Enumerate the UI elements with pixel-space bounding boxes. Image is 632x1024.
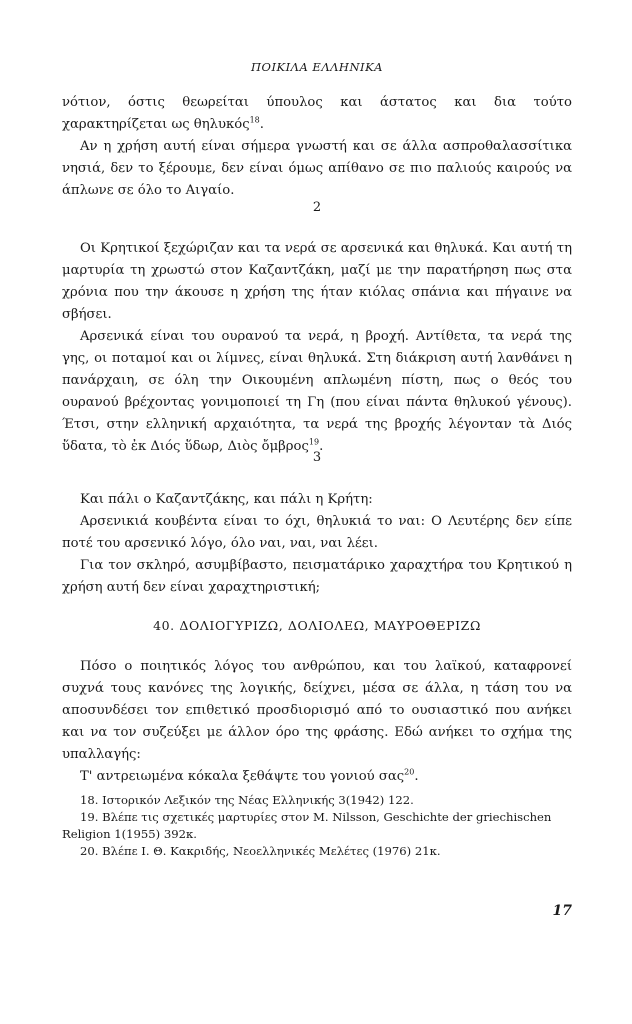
footnote-ref: 19: [308, 437, 320, 447]
paragraph: νότιον, όστις θεωρείται ύπουλος και άστατος και δια τούτο χαρακτηρίζεται ως θηλυκός$^{18}$.: [62, 95, 572, 132]
section-title: 40. ΔΟΛΙΟΓΥΡΙΖΩ, ΔΟΛΙΟΛΕΩ, ΜΑΥΡΟΘΕΡΙΖΩ: [153, 618, 481, 633]
paragraph: Αν η χρήση αυτή είναι σήμερα γνωστή και σε άλλα ασπροθαλασσίτικα νησιά, δεν το ξέρουμε, δεν είναι όμως απίθανο σε πιο παλιούς καιρούς να άπλωνε σε όλο το Αιγαίο.: [62, 139, 572, 198]
footnote: 18. Ιστορικόν Λεξικόν της Νέας Ελληνικής 3(1942) 122.: [80, 793, 414, 807]
paragraph: Αρσενικιά κουβέντα είναι το όχι, θηλυκιά το ναι: Ο Λευτέρης δεν είπε ποτέ του αρσενικό λόγο, όλο ναι, ναι, ναι λέει.: [62, 514, 572, 551]
verse-quote: Τ' αντρειωμένα κόκαλα ξεθάψτε του γονιού σας$^{20}$.: [80, 767, 419, 784]
text-block-2: [62, 238, 572, 458]
section-number: 2: [312, 200, 322, 215]
section-number: 3: [312, 450, 322, 465]
footnote: 19. Βλέπε τις σχετικές μαρτυρίες στον M. Nilsson, Geschichte der griechischen Religion 1(1955) 392κ.: [62, 810, 552, 841]
footnote-ref: 20: [404, 767, 415, 777]
text-block-1: [62, 92, 572, 202]
book-page: [62, 0, 572, 1024]
paragraph: Πόσο ο ποιητικός λόγος του ανθρώπου, και του λαϊκού, καταφρονεί συχνά τους κανόνες της λογικής, δείχνει, μέσα σε άλλα, η τάση του να αποσυνδέσει τον επιθετικό προσδιορισμό από το ουσιαστικό που ανήκει και να τον συζεύξει με άλλον όρο της φράσης. Εδώ ανήκει το σχήμα της υπαλλαγής:: [62, 659, 572, 762]
running-head: ΠΟΙΚΙΛΑ ΕΛΛΗΝΙΚΑ: [251, 60, 383, 74]
footnote: 20. Βλέπε Ι. Θ. Κακριδής, Νεοελληνικές Μελέτες (1976) 21κ.: [80, 844, 441, 858]
paragraph: Για τον σκληρό, ασυμβίβαστο, πεισματάρικο χαραχτήρα του Κρητικού η χρήση αυτή δεν είναι χαραχτηριστική;: [62, 558, 572, 595]
text-block-4: [62, 656, 572, 788]
footnote-ref: 18: [249, 115, 260, 125]
paragraph: Οι Κρητικοί ξεχώριζαν και τα νερά σε αρσενικά και θηλυκά. Και αυτή τη μαρτυρία τη χρωστώ στον Καζαντζάκη, μαζί με την παρατήρηση πως στα χρόνια που την άκουσε η χρήση της ήταν κιόλας σπάνια και πήγαινε να σβήσει.: [62, 241, 572, 322]
paragraph: Αρσενικά είναι του ουρανού τα νερά, η βροχή. Αντίθετα, τα νερά της γης, οι ποταμοί και οι λίμνες, είναι θηλυκά. Στη διάκριση αυτή λανθάνει η πανάρχαιη, σε όλη την Οικουμένη απλωμένη πίστη, πως ο θεός του ουρανού βρέχοντας γονιμοποιεί τη Γη (που είναι πάντα θηλυκού γένους). Έτσι, στην ελληνική αρχαιότητα, τα νερά της βροχής λέγονταν τὰ Διός ὕδατα, τὸ ἐκ Διός ὕδωρ, Διὸς ὄμβρος$^{19}$.: [62, 329, 572, 454]
paragraph: Και πάλι ο Καζαντζάκης, και πάλι η Κρήτη:: [80, 492, 373, 507]
footnotes: [62, 792, 572, 860]
text-block-3: [62, 489, 572, 599]
page-number: 17: [552, 903, 572, 919]
